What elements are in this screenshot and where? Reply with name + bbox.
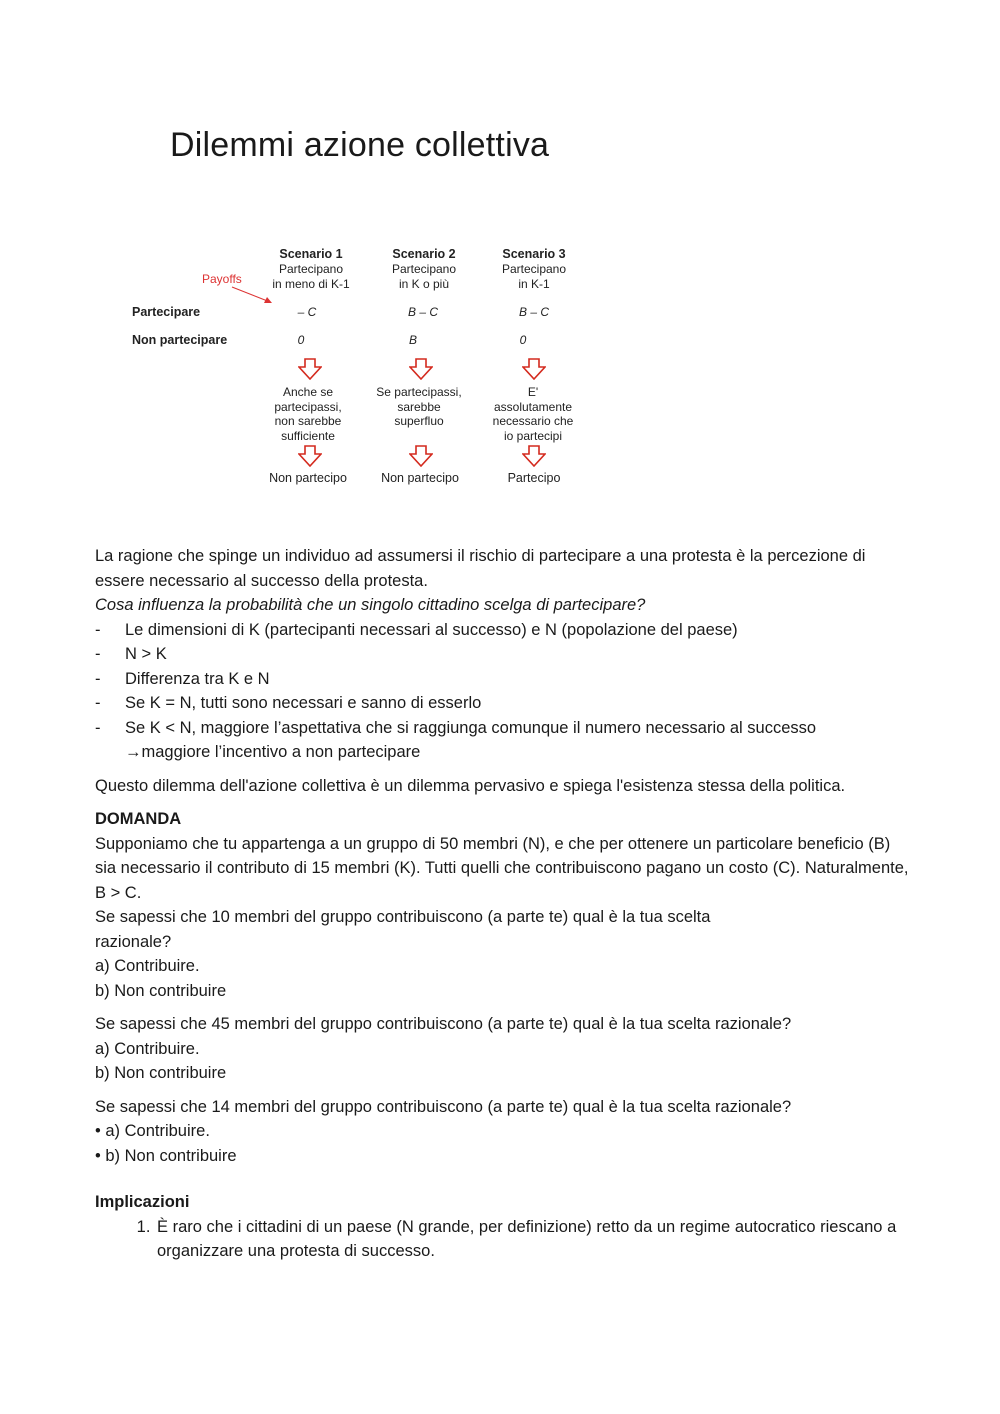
explain-line: Anche se — [282, 385, 334, 399]
list-item: - Se K < N, maggiore l’aspettativa che si raggiunga comunque il numero necessario al successo — [95, 716, 915, 741]
list-item: - Se K = N, tutti sono necessari e sanno di esserlo — [95, 691, 915, 716]
scenario-2-explanation — [359, 385, 479, 429]
question-line: Cosa influenza la probabilità che un singolo cittadino scelga di partecipare? — [95, 596, 646, 614]
explain-line: Se partecipassi, — [376, 385, 462, 399]
question-2: Se sapessi che 45 membri del gruppo contribuiscono (a parte te) qual è la tua scelta razionale? — [95, 1015, 792, 1033]
down-arrow-icon — [298, 358, 322, 380]
page-title: Dilemmi azione collettiva — [170, 126, 550, 164]
down-arrow-icon — [522, 445, 546, 467]
scenario-3-result: Partecipo — [507, 471, 561, 485]
scenario-3-line2: in K-1 — [518, 277, 550, 291]
down-arrow-icon — [522, 358, 546, 380]
explain-line: necessario che — [492, 414, 574, 429]
factor-list — [95, 618, 915, 741]
pervasive-paragraph: Questo dilemma dell'azione collettiva è un dilemma pervasivo e spiega l'esistenza stessa della politica. — [95, 776, 846, 795]
scenario-2-line2: in K o più — [398, 277, 450, 291]
question-2-option-a: a) Contribuire. — [95, 1039, 200, 1058]
question-2-option-b: b) Non contribuire — [95, 1064, 227, 1082]
explain-line: io partecipi — [503, 428, 563, 443]
question-3-option-b: • b) Non contribuire — [95, 1146, 237, 1165]
scenario-2-header — [364, 247, 484, 292]
question-3-option-a: • a) Contribuire. — [95, 1122, 210, 1140]
down-arrow-icon — [409, 445, 433, 467]
explain-line: assolutamente — [493, 399, 573, 414]
domanda-setup: Supponiamo che tu appartenga a un gruppo di 50 membri (N), e che per ottenere un particolare beneficio (B) sia necessario il contributo di 15 membri (K). Tutti quelli che contribuiscono pagano un costo (C). Naturalmente, B > C. — [95, 834, 909, 902]
question-1-line-a: Se sapessi che 10 membri del gruppo contribuiscono (a parte te) qual è la tua scelta — [95, 908, 711, 926]
list-item: - N > K — [95, 642, 915, 667]
scenario-2-line1: Partecipano — [391, 262, 457, 276]
scenario-2-partecipare-value: B – C — [407, 305, 438, 319]
scenario-1-title: Scenario 1 — [279, 247, 343, 261]
question-1-option-a: a) Contribuire. — [95, 957, 200, 975]
list-item: - Differenza tra K e N — [95, 667, 915, 692]
scenario-3-explanation — [473, 385, 593, 443]
scenario-3-non-partecipare-value: 0 — [519, 333, 527, 347]
scenario-3-line1: Partecipano — [501, 262, 567, 276]
list-item: - Le dimensioni di K (partecipanti necessari al successo) e N (popolazione del paese) — [95, 618, 915, 643]
explain-line: sufficiente — [281, 428, 335, 443]
scenario-3-partecipare-value: B – C — [518, 305, 549, 319]
explain-line: sarebbe — [397, 399, 441, 414]
scenario-1-result: Non partecipo — [269, 471, 347, 485]
scenario-3-header — [474, 247, 594, 292]
scenario-2-non-partecipare-value: B — [408, 333, 417, 347]
domanda-heading: DOMANDA — [95, 810, 182, 828]
intro-paragraph: La ragione che spinge un individuo ad assumersi il rischio di partecipare a una protesta è la percezione di essere necessario al successo della protesta. — [95, 547, 866, 590]
list-item: 1. È raro che i cittadini di un paese (N grande, per definizione) retto da un regime autocratico riescano a organizzare una protesta di successo. — [155, 1215, 915, 1264]
body-text — [95, 544, 915, 1264]
explain-line: superfluo — [394, 414, 444, 429]
explain-line: partecipassi, — [274, 399, 342, 414]
payoffs-label: Payoffs — [202, 272, 242, 286]
down-arrow-icon — [409, 358, 433, 380]
list-item-continuation: →maggiore l’incentivo a non partecipare — [125, 743, 421, 761]
down-arrow-icon — [298, 445, 322, 467]
scenario-2-result: Non partecipo — [381, 471, 459, 485]
question-1-option-b: b) Non contribuire — [95, 981, 227, 1000]
row-label-partecipare: Partecipare — [132, 305, 201, 319]
question-3: Se sapessi che 14 membri del gruppo contribuiscono (a parte te) qual è la tua scelta razionale? — [95, 1097, 792, 1116]
scenario-3-title: Scenario 3 — [502, 247, 566, 261]
scenario-2-title: Scenario 2 — [392, 247, 456, 261]
scenario-1-line2: in meno di K-1 — [272, 277, 350, 291]
scenario-1-explanation — [248, 385, 368, 443]
implicazioni-heading: Implicazioni — [95, 1193, 190, 1211]
explain-line: E' — [527, 385, 539, 399]
implicazioni-list — [95, 1215, 915, 1264]
scenario-1-non-partecipare-value: 0 — [297, 333, 305, 347]
scenario-figure — [0, 0, 1000, 520]
scenario-1-header — [251, 247, 371, 292]
question-1-line-b: razionale? — [95, 932, 172, 951]
scenario-1-partecipare-value: – C — [297, 305, 317, 319]
row-label-non-partecipare: Non partecipare — [132, 333, 228, 347]
scenario-1-line1: Partecipano — [278, 262, 344, 276]
explain-line: non sarebbe — [274, 414, 342, 429]
